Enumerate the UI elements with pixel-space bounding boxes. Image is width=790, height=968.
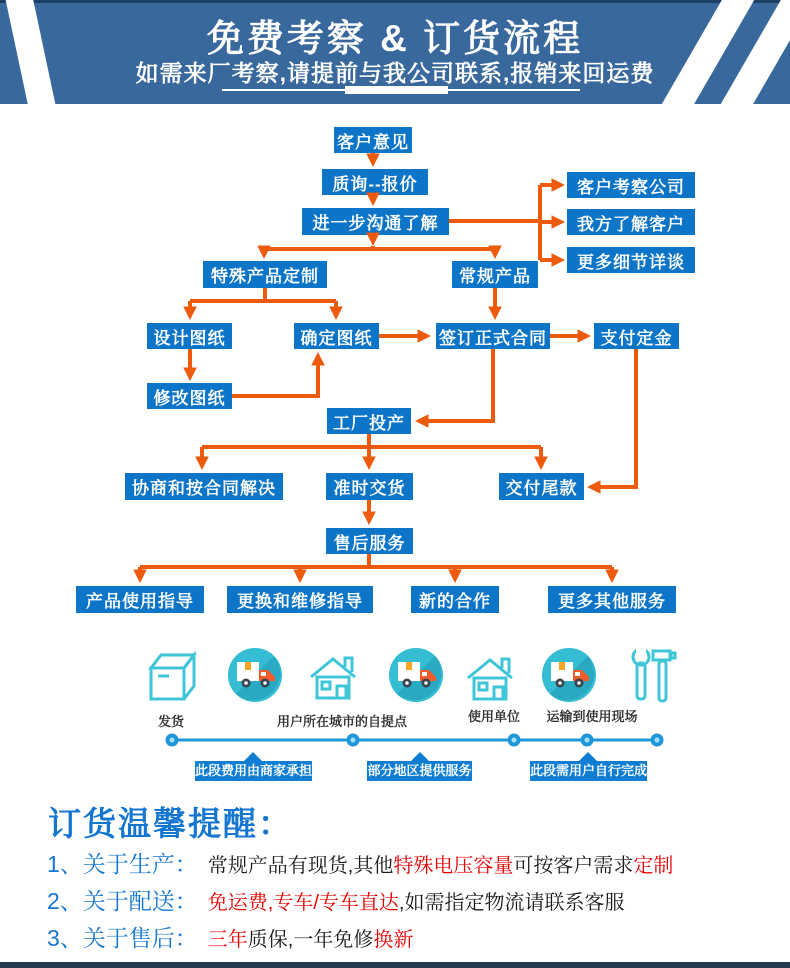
reminder-text-highlight: 免运费,专车/专车直达 [207,892,399,914]
flow-box-custom-products: 特殊产品定制 [203,261,327,288]
reminder-item-after-sales [47,924,413,954]
section-divider-bar [0,962,790,968]
timeline-dot [581,734,594,747]
reminder-label: 3、关于售后： [47,925,198,951]
reminder-text-highlight: 换新 [373,929,414,951]
reminder-text: 质保,一年免修 [247,929,374,951]
stage-label-partial-areas: 部分地区提供服务 [367,761,472,781]
flow-box-after-sales-service: 售后服务 [326,528,413,554]
flow-box-inquiry-quote: 质询--报价 [322,169,428,195]
header-underline-center [345,86,448,94]
house-icon [468,659,512,699]
flow-box-new-cooperation: 新的合作 [411,586,499,613]
reminder-item-delivery [47,887,624,917]
reminder-text: 可按客户需求 [513,855,634,877]
flow-box-usage-guidance: 产品使用指导 [76,586,204,613]
reminders-title: 订货温馨提醒： [48,805,293,842]
truck-icon [228,648,282,702]
flow-box-sign-contract: 签订正式合同 [436,323,550,349]
timeline-dot [508,734,521,747]
flow-box-design-drawings: 设计图纸 [147,323,232,349]
tools-icon [633,645,675,701]
reminder-text-highlight: 特殊电压容量 [393,855,514,877]
reminder-item-production [47,850,673,880]
stage-label-user-completes: 此段需用户自行完成 [530,761,647,781]
flow-box-further-communication: 进一步沟通了解 [302,208,449,235]
page-title: 免费考察 & 订货流程 [206,18,584,59]
timeline-dot [166,734,179,747]
flow-box-more-details-discussion: 更多细节详谈 [567,247,695,273]
flow-box-regular-products: 常规产品 [452,261,538,288]
flow-box-client-visits-company: 客户考察公司 [567,172,695,198]
flow-box-pay-balance: 交付尾款 [499,473,584,500]
header-top-line [0,0,790,3]
header-banner [0,0,790,104]
page-subtitle: 如需来厂考察,请提前与我公司联系,报销来回运费 [135,60,655,86]
flow-box-on-time-delivery: 准时交货 [326,473,413,500]
flow-box-replacement-repair-guidance: 更换和维修指导 [227,586,373,613]
reminder-text: ,如需指定物流请联系客服 [398,892,625,914]
truck-icon [389,648,443,702]
timeline-dot [347,734,360,747]
flow-box-factory-production: 工厂投产 [327,408,411,434]
logistics-label-using-unit: 使用单位 [467,709,520,724]
logistics-timeline [166,734,664,747]
truck-icon [542,648,596,702]
logistics-label-pickup-point: 用户所在城市的自提点 [276,714,407,729]
stage-label-merchant-pays: 此段费用由商家承担 [195,761,312,781]
flow-box-pay-deposit: 支付定金 [594,323,679,349]
package-icon [151,655,194,699]
reminder-label: 2、关于配送： [47,888,198,914]
flow-box-more-other-services: 更多其他服务 [548,586,676,613]
house-icon [311,658,355,698]
flow-box-confirm-drawings: 确定图纸 [294,323,379,349]
logistics-label-ship: 发货 [157,714,184,729]
flow-box-customer-feedback: 客户意见 [334,127,412,153]
reminder-text-highlight: 定制 [633,855,674,877]
reminder-text: 常规产品有现货,其他 [207,855,394,877]
flow-box-negotiate-resolve: 协商和按合同解决 [125,473,283,500]
logistics-label-transport-to-site: 运输到使用现场 [546,709,638,724]
flow-box-revise-drawings: 修改图纸 [147,383,232,409]
timeline-dot [651,734,664,747]
reminder-text-highlight: 三年 [207,929,248,951]
flow-box-we-understand-client: 我方了解客户 [567,209,695,235]
reminder-label: 1、关于生产： [47,851,198,877]
